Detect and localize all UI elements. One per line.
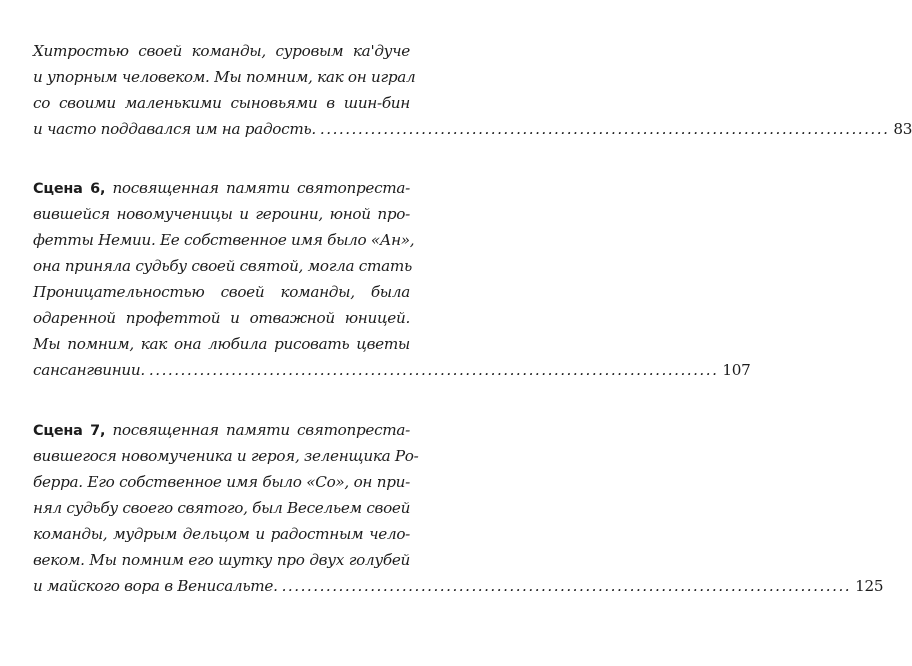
entry-first-line [33, 175, 410, 201]
entry-last-line [33, 573, 884, 599]
dot-leader: .......................................................................................... [281, 577, 852, 595]
scene-title: Сцена 7, [33, 423, 106, 439]
page-number: 83 [893, 120, 912, 138]
toc-entry [33, 417, 884, 599]
entry-text-line: вившейся новомученицы и героини, юной про- [33, 205, 410, 223]
entry-text-line: берра. Его собственное имя было «Со», он при- [33, 473, 410, 491]
entry-last-line [33, 116, 912, 142]
entry-text-line: команды, мудрым дельцом и радостным чело- [33, 525, 410, 543]
entry-text-line: Хитростью своей команды, суровым ка'дуче [33, 42, 410, 60]
entry-last-line [33, 357, 751, 383]
page-number: 107 [722, 361, 751, 379]
entry-text-line: нял судьбу своего святого, был Весельем своей [33, 499, 411, 517]
entry-text-line: сансангвинии. [33, 361, 145, 379]
scene-title: Сцена 6, [33, 181, 106, 197]
entry-text-line: она приняла судьбу своей святой, могла стать [33, 257, 412, 275]
entry-text-line: Проницательностью своей команды, была [33, 283, 410, 301]
entry-text-line: Мы помним, как она любила рисовать цветы [33, 335, 410, 353]
dot-leader: .......................................................................................... [319, 120, 890, 138]
entry-text-line: посвященная памяти святопреста- [112, 421, 410, 439]
entry-text-line: и майского вора в Венисальте. [33, 577, 278, 595]
entry-text-line: одаренной профеттой и отважной юницей. [33, 309, 410, 327]
dot-leader: .......................................................................................... [148, 361, 719, 379]
toc-entry [33, 38, 912, 142]
entry-text-line: фетты Немии. Ее собственное имя было «Ан», [33, 231, 415, 249]
entry-text-line: и часто поддавался им на радость. [33, 120, 316, 138]
entry-text-line: и упорным человеком. Мы помним, как он играл [33, 68, 416, 86]
entry-text-line: со своими маленькими сыновьями в шин-бин [33, 94, 410, 112]
entry-text-line: вившегося новомученика и героя, зеленщика Ро- [33, 447, 419, 465]
entry-text-line: веком. Мы помним его шутку про двух голубей [33, 551, 410, 569]
toc-entry [33, 175, 751, 383]
page-number: 125 [855, 577, 884, 595]
entry-text-line: посвященная памяти святопреста- [112, 179, 410, 197]
toc-page [33, 38, 912, 599]
entry-first-line [33, 417, 410, 443]
